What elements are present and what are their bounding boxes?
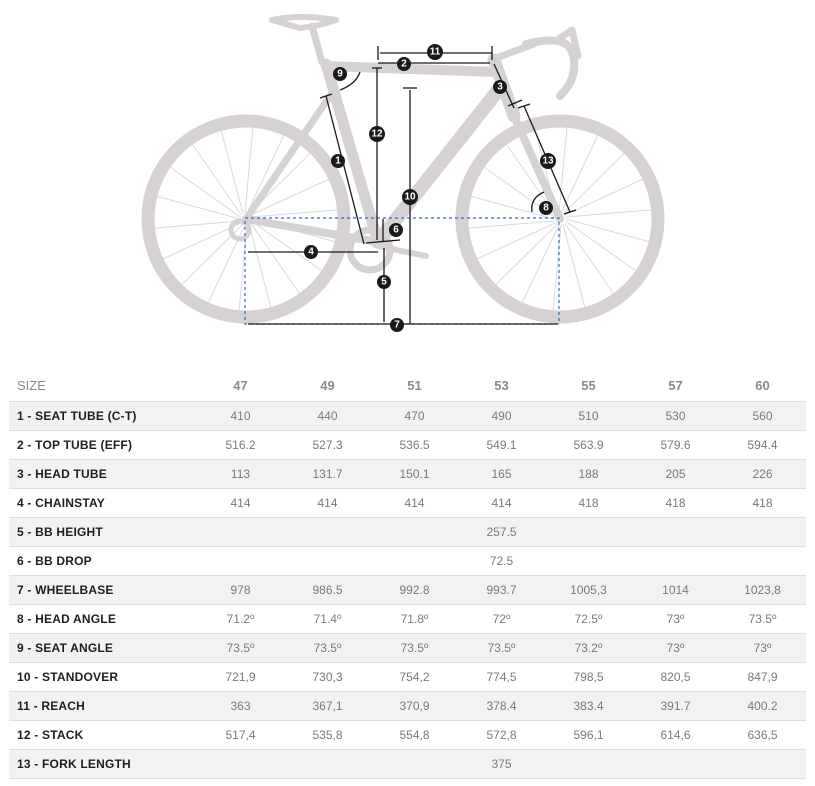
bike-geometry-diagram <box>0 0 815 355</box>
badge-11 <box>427 44 443 60</box>
table-cell: 73.2º <box>545 634 632 663</box>
badge-12 <box>369 126 385 142</box>
table-row <box>9 634 806 663</box>
wheel-spoke <box>496 224 557 285</box>
table-cell: 165 <box>458 460 545 489</box>
table-cell: 71.2º <box>197 605 284 634</box>
size-column-header: 60 <box>719 369 806 402</box>
table-cell: 73º <box>632 605 719 634</box>
badge-2 <box>397 57 411 71</box>
svg-text:7: 7 <box>394 319 400 331</box>
badge-8 <box>539 201 553 215</box>
table-cell: 73.5º <box>458 634 545 663</box>
badge-7 <box>390 318 404 332</box>
svg-text:1: 1 <box>335 155 341 167</box>
table-cell: 579.6 <box>632 431 719 460</box>
table-cell: 527.3 <box>284 431 371 460</box>
table-cell: 774,5 <box>458 663 545 692</box>
dimension-lines <box>248 46 576 324</box>
wheel-spoke <box>154 221 240 228</box>
table-row <box>9 547 806 576</box>
row-label: 12 - STACK <box>9 721 197 750</box>
table-row <box>9 460 806 489</box>
table-cell: 73.5º <box>371 634 458 663</box>
svg-text:9: 9 <box>337 68 343 80</box>
size-header: SIZE <box>9 369 197 402</box>
table-cell: 414 <box>197 489 284 518</box>
table-cell-common: 375 <box>197 750 806 779</box>
svg-text:12: 12 <box>371 128 383 140</box>
badge-13 <box>540 153 556 169</box>
wheel-spoke <box>468 221 554 228</box>
table-cell: 992.8 <box>371 576 458 605</box>
table-row <box>9 750 806 779</box>
wheel-spoke <box>566 210 652 217</box>
table-row <box>9 605 806 634</box>
badge-1 <box>331 154 345 168</box>
table-cell: 993.7 <box>458 576 545 605</box>
table-row <box>9 663 806 692</box>
svg-text:2: 2 <box>401 58 407 70</box>
table-cell: 226 <box>719 460 806 489</box>
row-label: 5 - BB HEIGHT <box>9 518 197 547</box>
table-cell: 391.7 <box>632 692 719 721</box>
table-cell: 71.8º <box>371 605 458 634</box>
table-cell: 73º <box>719 634 806 663</box>
bike-frame <box>231 17 578 270</box>
size-column-header: 57 <box>632 369 719 402</box>
table-cell: 414 <box>458 489 545 518</box>
svg-text:6: 6 <box>393 224 399 236</box>
table-row <box>9 576 806 605</box>
table-cell: 131.7 <box>284 460 371 489</box>
table-cell-common: 72.5 <box>197 547 806 576</box>
table-cell: 1023,8 <box>719 576 806 605</box>
svg-text:10: 10 <box>404 191 416 203</box>
table-cell: 418 <box>545 489 632 518</box>
table-row <box>9 431 806 460</box>
size-column-header: 49 <box>284 369 371 402</box>
table-cell: 594.4 <box>719 431 806 460</box>
svg-text:4: 4 <box>308 246 314 258</box>
table-cell: 596,1 <box>545 721 632 750</box>
table-cell: 554,8 <box>371 721 458 750</box>
table-cell: 205 <box>632 460 719 489</box>
badge-5 <box>377 275 391 289</box>
table-cell: 721,9 <box>197 663 284 692</box>
table-cell: 730,3 <box>284 663 371 692</box>
geometry-table <box>9 369 806 779</box>
table-cell: 754,2 <box>371 663 458 692</box>
table-row <box>9 692 806 721</box>
table-cell: 72º <box>458 605 545 634</box>
row-label: 1 - SEAT TUBE (C-T) <box>9 402 197 431</box>
table-cell: 73º <box>632 634 719 663</box>
table-cell: 560 <box>719 402 806 431</box>
table-cell: 563.9 <box>545 431 632 460</box>
table-cell: 418 <box>632 489 719 518</box>
table-cell: 549.1 <box>458 431 545 460</box>
table-row <box>9 518 806 547</box>
table-cell: 383.4 <box>545 692 632 721</box>
table-cell: 370,9 <box>371 692 458 721</box>
wheel-spoke <box>252 210 338 217</box>
row-label: 2 - TOP TUBE (EFF) <box>9 431 197 460</box>
table-cell: 72.5º <box>545 605 632 634</box>
row-label: 13 - FORK LENGTH <box>9 750 197 779</box>
table-row <box>9 721 806 750</box>
wheel-spoke <box>553 225 561 311</box>
table-row <box>9 402 806 431</box>
table-cell: 847,9 <box>719 663 806 692</box>
table-header-row <box>9 369 806 402</box>
table-cell: 418 <box>719 489 806 518</box>
table-row <box>9 489 806 518</box>
table-cell: 73.5º <box>719 605 806 634</box>
badge-6 <box>389 223 403 237</box>
table-cell: 414 <box>284 489 371 518</box>
table-cell: 530 <box>632 402 719 431</box>
table-cell: 188 <box>545 460 632 489</box>
size-column-header: 51 <box>371 369 458 402</box>
table-cell: 535,8 <box>284 721 371 750</box>
size-column-header: 47 <box>197 369 284 402</box>
table-cell: 572,8 <box>458 721 545 750</box>
table-cell: 113 <box>197 460 284 489</box>
table-cell: 536.5 <box>371 431 458 460</box>
table-cell: 490 <box>458 402 545 431</box>
table-cell: 510 <box>545 402 632 431</box>
badge-4 <box>304 245 318 259</box>
svg-text:11: 11 <box>429 46 441 58</box>
table-cell: 1014 <box>632 576 719 605</box>
svg-text:8: 8 <box>543 202 549 214</box>
table-cell: 820,5 <box>632 663 719 692</box>
table-cell: 71.4º <box>284 605 371 634</box>
wheel-spoke <box>245 127 253 213</box>
wheel-spoke <box>522 225 559 303</box>
table-cell: 636,5 <box>719 721 806 750</box>
row-label: 3 - HEAD TUBE <box>9 460 197 489</box>
wheel-spoke <box>561 135 598 213</box>
table-cell: 516.2 <box>197 431 284 460</box>
row-label: 6 - BB DROP <box>9 547 197 576</box>
table-cell: 470 <box>371 402 458 431</box>
table-cell: 73.5º <box>284 634 371 663</box>
table-cell: 517,4 <box>197 721 284 750</box>
svg-text:3: 3 <box>497 81 503 93</box>
svg-text:13: 13 <box>542 155 554 167</box>
svg-text:5: 5 <box>381 276 387 288</box>
table-cell: 363 <box>197 692 284 721</box>
wheel-spoke <box>477 223 555 259</box>
table-cell: 410 <box>197 402 284 431</box>
row-label: 9 - SEAT ANGLE <box>9 634 197 663</box>
table-cell: 1005,3 <box>545 576 632 605</box>
table-cell: 400.2 <box>719 692 806 721</box>
table-cell: 978 <box>197 576 284 605</box>
table-cell-common: 257.5 <box>197 518 806 547</box>
badge-10 <box>402 189 418 205</box>
table-cell: 614,6 <box>632 721 719 750</box>
table-cell: 378.4 <box>458 692 545 721</box>
size-column-header: 53 <box>458 369 545 402</box>
geometry-table-body <box>9 402 806 779</box>
table-cell: 986.5 <box>284 576 371 605</box>
badge-3 <box>493 80 507 94</box>
row-label: 11 - REACH <box>9 692 197 721</box>
table-cell: 367,1 <box>284 692 371 721</box>
table-cell: 150.1 <box>371 460 458 489</box>
row-label: 4 - CHAINSTAY <box>9 489 197 518</box>
table-cell: 73.5º <box>197 634 284 663</box>
row-label: 10 - STANDOVER <box>9 663 197 692</box>
wheel-spoke <box>559 127 567 213</box>
table-cell: 798,5 <box>545 663 632 692</box>
row-label: 7 - WHEELBASE <box>9 576 197 605</box>
size-column-header: 55 <box>545 369 632 402</box>
row-label: 8 - HEAD ANGLE <box>9 605 197 634</box>
wheel-spoke <box>565 179 643 215</box>
table-cell: 414 <box>371 489 458 518</box>
table-cell: 440 <box>284 402 371 431</box>
badge-9 <box>333 67 347 81</box>
wheel-spoke <box>563 153 624 214</box>
